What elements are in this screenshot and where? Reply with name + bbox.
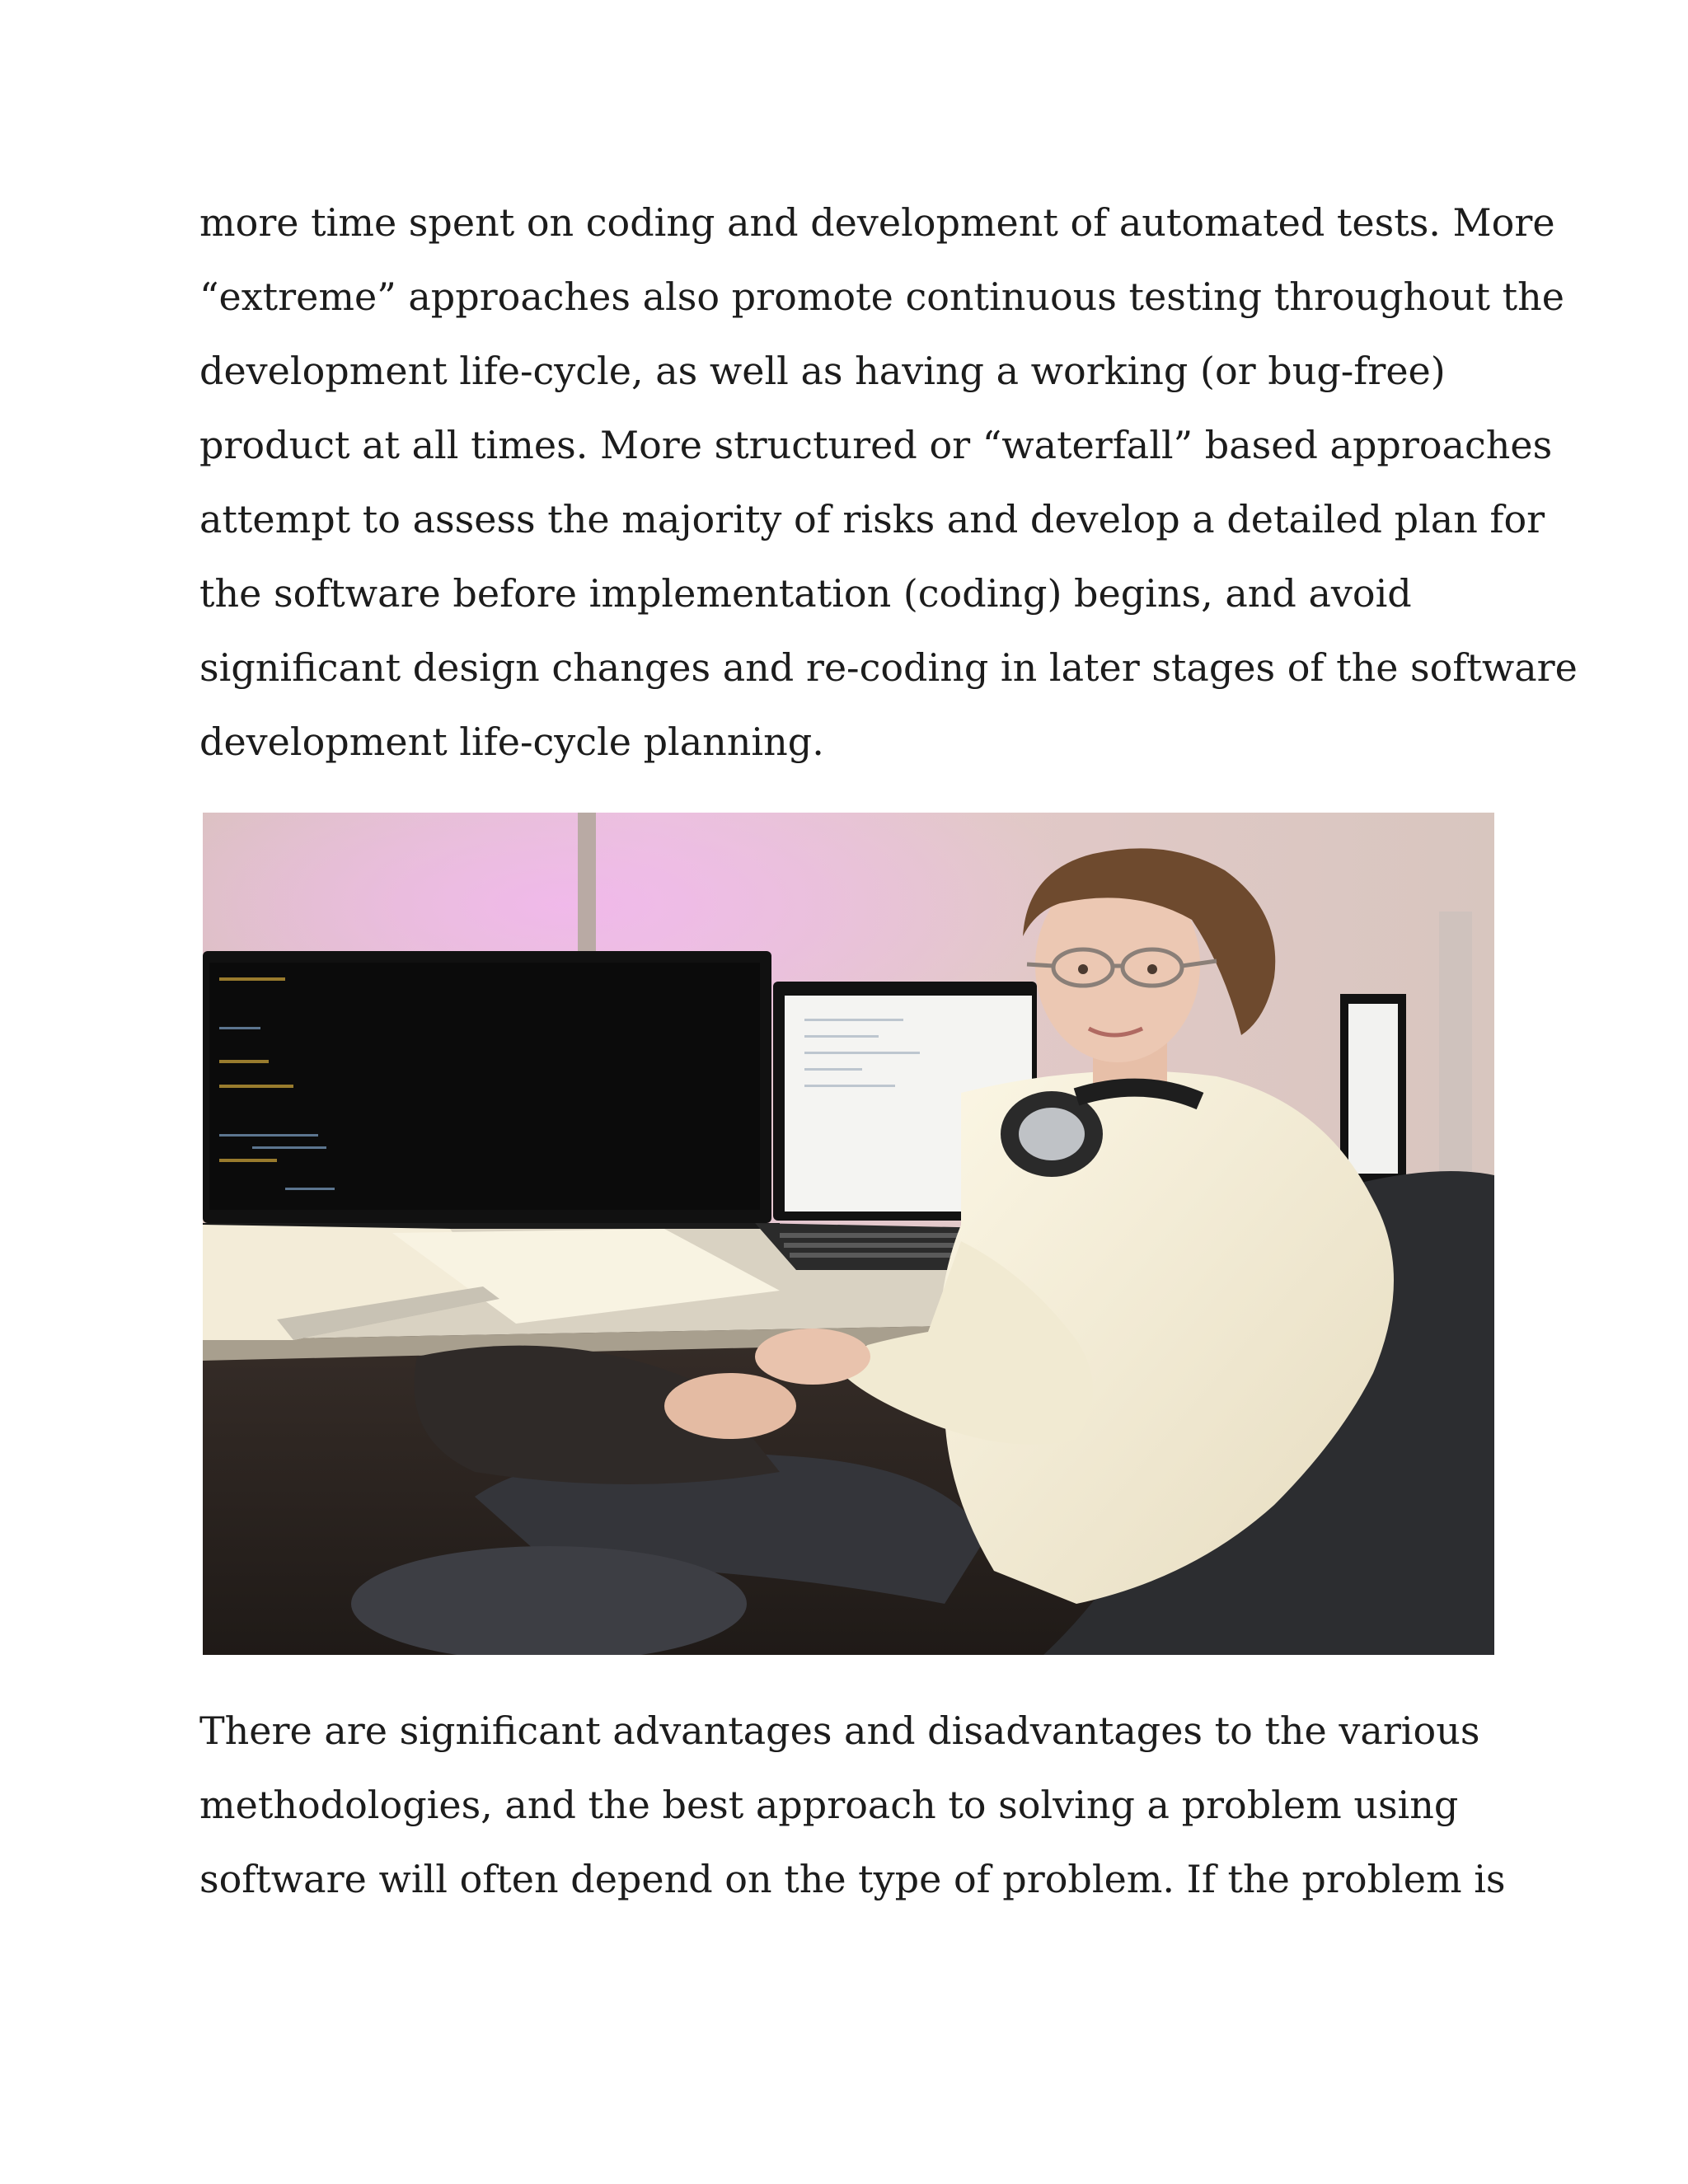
- text-line: significant design changes and re-coding in later stages of the software: [199, 645, 1578, 690]
- text-line: product at all times. More structured or “waterfall” based approaches: [199, 423, 1553, 467]
- text-line: development life-cycle planning.: [199, 719, 824, 764]
- text-line: “extreme” approaches also promote continuous testing throughout the: [199, 274, 1564, 319]
- text-line: methodologies, and the best approach to solving a problem using: [199, 1783, 1459, 1827]
- text-line: development life-cycle, as well as having a working (or bug-free): [199, 349, 1446, 393]
- paragraph-advantages: [199, 1694, 1518, 1916]
- developer-photo: [203, 813, 1494, 1655]
- text-line: the software before implementation (coding) begins, and avoid: [199, 571, 1412, 616]
- paragraph-methodologies-intro: [199, 185, 1578, 779]
- text-line: more time spent on coding and development of automated tests. More: [199, 200, 1555, 245]
- text-line: attempt to assess the majority of risks and develop a detailed plan for: [199, 497, 1545, 541]
- text-line: There are significant advantages and disadvantages to the various: [199, 1708, 1480, 1753]
- developer-photo-illustration: [203, 813, 1494, 1655]
- text-line: software will often depend on the type of problem. If the problem is: [199, 1857, 1506, 1901]
